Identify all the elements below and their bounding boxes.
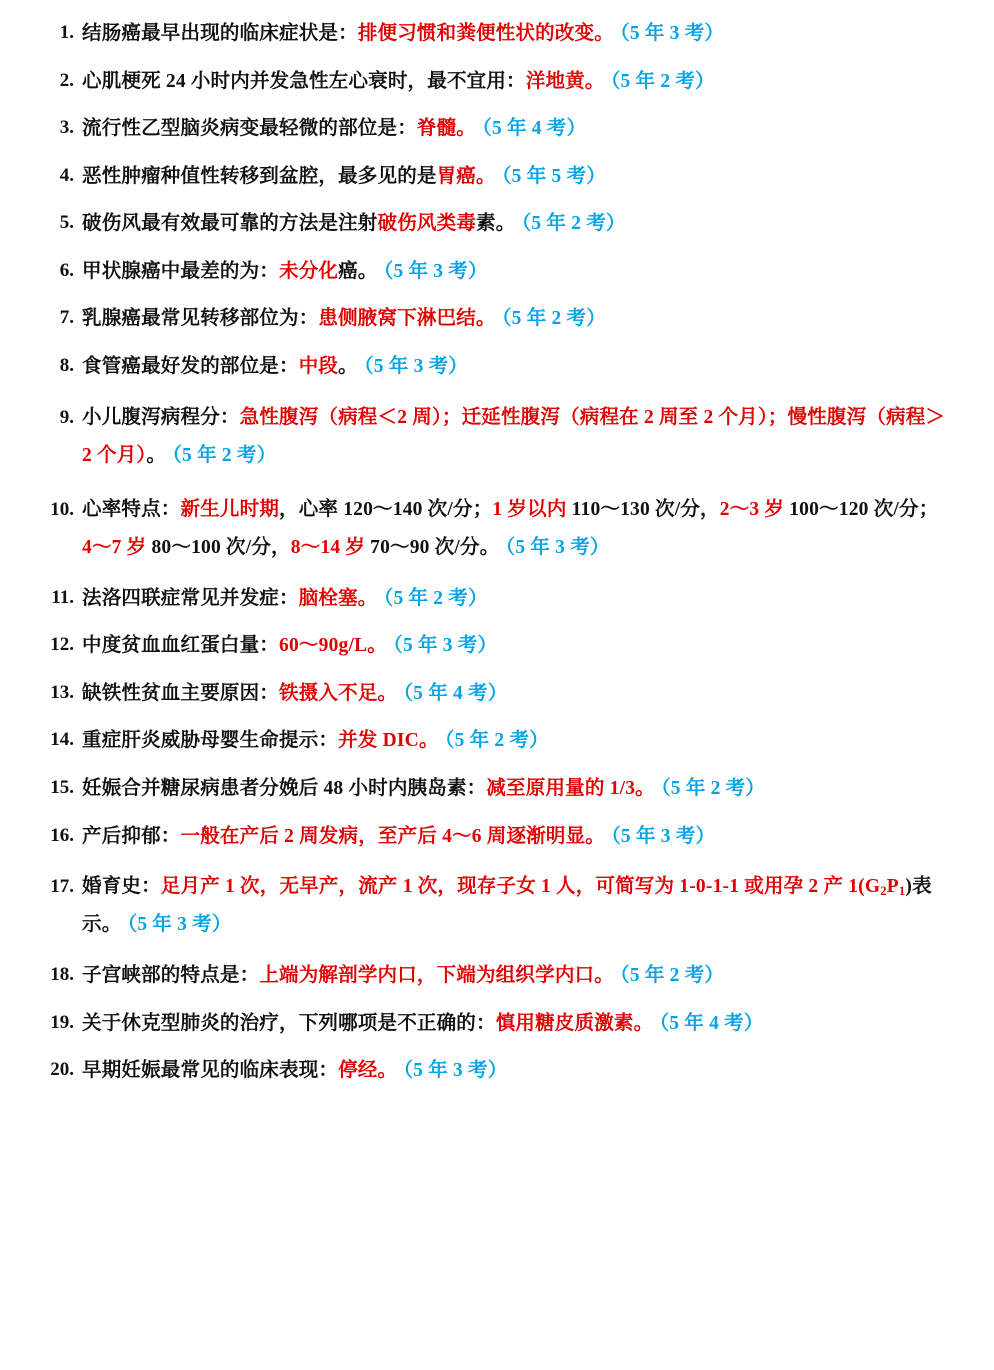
item-number: 1.: [59, 22, 74, 43]
item-body: [82, 821, 948, 853]
item-body: [82, 1055, 948, 1087]
item-number: 18.: [50, 964, 74, 986]
answer-text: 排便习惯和粪便性状的改变。: [357, 23, 614, 44]
answer-tail: 素。: [476, 213, 516, 235]
item-number: 4.: [59, 164, 74, 186]
answer-segment: 新生儿时期: [180, 498, 280, 520]
item-body: [82, 491, 948, 567]
frequency-tag: （5 年 2 考）: [501, 308, 606, 330]
list-item: [40, 821, 948, 853]
answer-text: 停经。: [338, 1060, 398, 1082]
item-body: [82, 18, 948, 50]
frequency-tag: （5 年 4 考）: [482, 118, 587, 140]
frequency-tag: （5 年 4 考）: [659, 1012, 764, 1034]
question-text: 心肌梗死 24 小时内并发急性左心衰时，最不宜用：: [82, 70, 526, 92]
frequency-tag: （5 年 2 考）: [383, 587, 488, 609]
answer-subscript-2: 1: [898, 884, 906, 899]
list-item: [40, 583, 948, 615]
frequency-tag: （5 年 3 考）: [363, 356, 468, 378]
answer-mid: P: [886, 876, 899, 898]
item-number: 15.: [50, 777, 74, 798]
list-item: [40, 66, 948, 98]
item-body: [82, 630, 948, 662]
frequency-tag: （5 年 2 考）: [444, 730, 549, 752]
list-item: [40, 256, 948, 288]
answer-text: 减至原用量的 1/3。: [486, 778, 655, 799]
item-number: 19.: [50, 1011, 74, 1033]
frequency-tag: （5 年 3 考）: [403, 1060, 508, 1082]
item-number: 3.: [59, 117, 74, 139]
item-body: [82, 208, 948, 240]
frequency-tag: （5 年 3 考）: [619, 23, 725, 44]
item-number: 10.: [50, 498, 74, 520]
list-item: [40, 491, 948, 567]
answer-segment: 110～130 次/分，: [566, 498, 720, 520]
question-text: 乳腺癌最常见转移部位为：: [82, 308, 319, 330]
frequency-tag: （5 年 2 考）: [521, 213, 626, 235]
answer-text: 急性腹泻（病程＜2 周）；迁延性腹泻（病程在 2 周至 2 个月）；慢性腹泻（病程＞2 个月）: [82, 406, 946, 466]
item-body: [82, 303, 948, 335]
item-body: [82, 66, 948, 98]
question-text: 食管癌最好发的部位是：: [82, 356, 299, 378]
list-item: [40, 208, 948, 240]
question-text: 心率特点：: [82, 498, 181, 520]
item-body: [82, 678, 948, 710]
question-text: 子宫峡部的特点是：: [82, 965, 260, 987]
frequency-tag: （5 年 2 考）: [619, 965, 725, 987]
question-text: 妊娠合并糖尿病患者分娩后 48 小时内胰岛素：: [82, 778, 487, 799]
item-number: 11.: [51, 586, 74, 608]
item-number: 2.: [59, 69, 74, 91]
item-body: [82, 1008, 948, 1040]
question-text: 法洛四联症常见并发症：: [82, 587, 299, 609]
item-body: [82, 113, 948, 145]
question-text: 关于休克型肺炎的治疗，下列哪项是不正确的：: [82, 1012, 496, 1034]
frequency-tag: （5 年 3 考）: [383, 260, 488, 282]
answer-text: 脑栓塞。: [298, 587, 378, 609]
answer-text: 慎用糖皮质激素。: [495, 1012, 654, 1034]
frequency-tag: （5 年 2 考）: [610, 70, 715, 92]
list-item: [40, 773, 948, 805]
list-item: [40, 1008, 948, 1040]
answer-tail: 。: [338, 356, 358, 378]
question-text: 产后抑郁：: [82, 825, 181, 847]
item-number: 6.: [59, 259, 74, 281]
answer-subscript-1: 2: [880, 884, 887, 899]
question-text: 缺铁性贫血主要原因：: [82, 682, 280, 704]
list-item: [40, 18, 948, 50]
list-item: [40, 960, 948, 992]
question-text: 早期妊娠最常见的临床表现：: [82, 1060, 339, 1082]
item-body: [82, 256, 948, 288]
item-number: 7.: [59, 307, 74, 329]
frequency-tag: （5 年 4 考）: [403, 682, 508, 704]
answer-segment: 1 岁以内: [492, 498, 567, 520]
answer-text: 并发 DIC。: [338, 730, 439, 752]
answer-text: 胃癌。: [436, 165, 496, 187]
answer-text: 洋地黄。: [525, 70, 605, 92]
answer-text: 中段: [298, 356, 339, 378]
question-text: 结肠癌最早出现的临床症状是：: [82, 23, 358, 44]
item-body: [82, 725, 948, 757]
item-body: [82, 351, 948, 383]
answer-segment: 8～14 岁: [290, 536, 366, 558]
item-number: 8.: [59, 355, 74, 377]
answer-text: 上端为解剖学内口，下端为组织学内口。: [259, 965, 614, 987]
answer-text: 患侧腋窝下淋巴结。: [318, 308, 496, 330]
list-item: [40, 678, 948, 710]
answer-segment: ，心率 120～140 次/分；: [279, 498, 493, 520]
answer-segment: 2～3 岁: [719, 498, 785, 520]
answer-text: 铁摄入不足。: [279, 682, 398, 704]
answer-text: 脊髓。: [416, 118, 477, 140]
list-item: [40, 161, 948, 193]
question-text: 破伤风最有效最可靠的方法是注射: [82, 213, 378, 235]
frequency-tag: （5 年 3 考）: [610, 825, 716, 847]
question-text: 恶性肿瘤种值性转移到盆腔，最多见的是: [82, 165, 437, 187]
list-item: [40, 351, 948, 383]
frequency-tag: （5 年 2 考）: [172, 444, 277, 466]
item-number: 16.: [50, 824, 74, 846]
answer-tail: 癌。: [338, 260, 378, 282]
item-number: 17.: [50, 876, 74, 898]
item-number: 5.: [59, 212, 74, 234]
answer-segment: 80～100 次/分，: [146, 536, 291, 558]
frequency-tag: （5 年 3 考）: [505, 536, 610, 558]
item-number: 13.: [50, 681, 74, 703]
item-body: [82, 583, 948, 615]
answer-segment: 70～90 次/分。: [365, 536, 500, 558]
frequency-tag: （5 年 3 考）: [127, 914, 232, 936]
item-body: [82, 399, 948, 475]
answer-segment: 4～7 岁: [82, 536, 147, 558]
frequency-tag: （5 年 3 考）: [393, 635, 498, 657]
list-item: [40, 630, 948, 662]
list-item: [40, 113, 948, 145]
answer-text: 未分化: [279, 260, 339, 282]
question-text: 甲状腺癌中最差的为：: [82, 260, 280, 282]
list-item: [40, 725, 948, 757]
item-body: [82, 773, 948, 805]
answer-text: 60～90g/L。: [279, 635, 387, 657]
frequency-tag: （5 年 5 考）: [501, 165, 606, 187]
item-number: 9.: [59, 406, 74, 428]
item-number: 20.: [50, 1059, 74, 1081]
answer-segment: 100～120 次/分；: [784, 498, 939, 520]
item-body: [82, 161, 948, 193]
item-number: 12.: [50, 634, 74, 656]
answer-tail: 。: [146, 444, 167, 466]
item-body: [82, 868, 948, 944]
answer-text: 破伤风类毒: [377, 213, 477, 235]
question-text: 重症肝炎威胁母婴生命提示：: [82, 730, 339, 752]
list-item: [40, 868, 948, 944]
question-text: 中度贫血血红蛋白量：: [82, 635, 280, 657]
list-item: [40, 303, 948, 335]
answer-text: 足月产 1 次，无早产，流产 1 次，现存子女 1 人，可简写为 1-0-1-1 或用孕 2 产 1(G: [160, 876, 881, 898]
frequency-tag: （5 年 2 考）: [660, 778, 766, 799]
item-body: [82, 960, 948, 992]
question-text: 流行性乙型脑炎病变最轻微的部位是：: [82, 118, 417, 140]
list-item: [40, 1055, 948, 1087]
question-text: 婚育史：: [82, 876, 161, 898]
question-text: 小儿腹泻病程分：: [82, 406, 240, 428]
list-item: [40, 399, 948, 475]
answer-text: 一般在产后 2 周发病，至产后 4～6 周逐渐明显。: [180, 825, 605, 847]
item-number: 14.: [50, 729, 74, 751]
answer-tail: )表示。: [82, 876, 932, 936]
